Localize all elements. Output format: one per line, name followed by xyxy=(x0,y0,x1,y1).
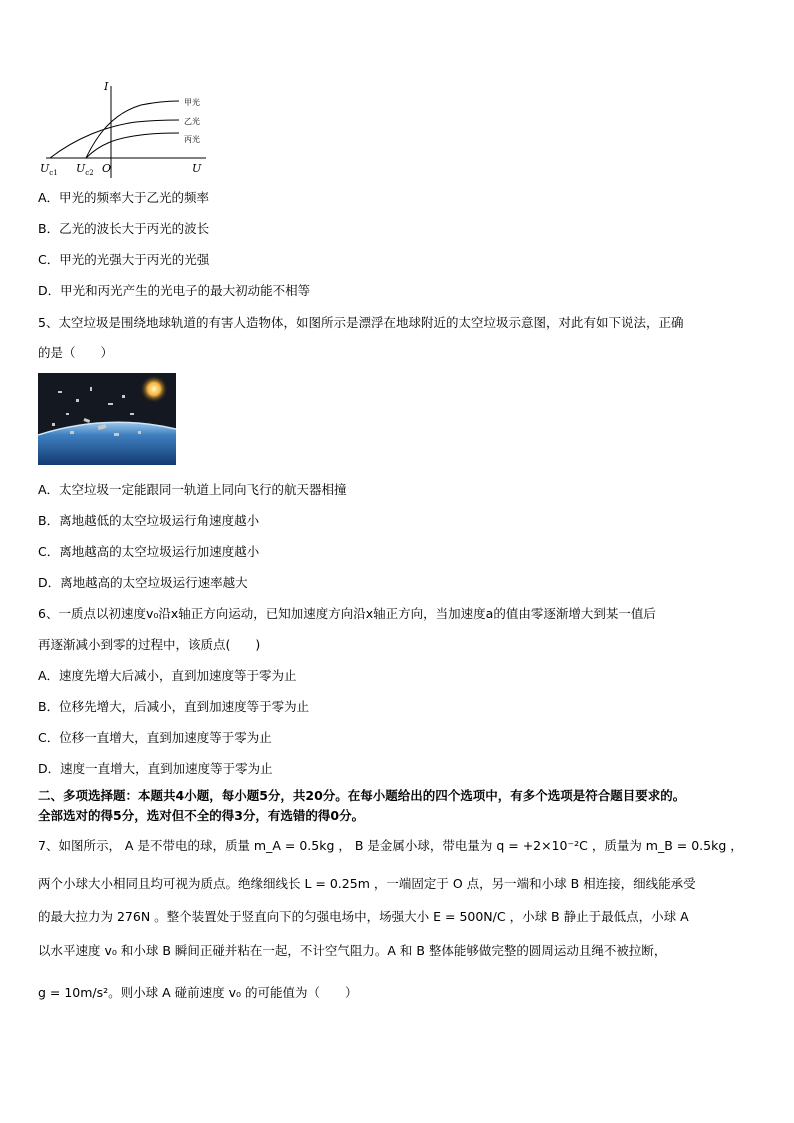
q5-stem-line1: 5、太空垃圾是围绕地球轨道的有害人造物体，如图所示是漂浮在地球附近的太空垃圾示意图，对此有如下说法，正确 xyxy=(38,315,684,330)
section2-header-line2: 全部选对的得5分，选对但不全的得3分，有选错的得0分。 xyxy=(38,808,365,823)
curve-yi xyxy=(50,120,179,158)
q5-option-b[interactable]: B．离地越低的太空垃圾运行角速度越小 xyxy=(38,513,260,528)
q6-option-c[interactable]: C．位移一直增大，直到加速度等于零为止 xyxy=(38,730,272,745)
q4-option-d[interactable]: D．甲光和丙光产生的光电子的最大初动能不相等 xyxy=(38,283,311,298)
q7-stem-line1: 7、如图所示， A 是不带电的球，质量 m_A = 0.5kg ， B 是金属小球，带电量为 q = +2×10⁻²C ，质量为 m_B = 0.5kg ， xyxy=(38,838,743,853)
q7-stem-line3: 的最大拉力为 276N 。整个装置处于竖直向下的匀强电场中，场强大小 E = 500N/C ，小球 B 静止于最低点，小球 A xyxy=(38,909,689,924)
curve-bing xyxy=(86,133,179,158)
q6-option-a[interactable]: A．速度先增大后减小，直到加速度等于零为止 xyxy=(38,668,297,683)
q5-option-c[interactable]: C．离地越高的太空垃圾运行加速度越小 xyxy=(38,544,260,559)
q6-stem-line1: 6、一质点以初速度v₀沿x轴正方向运动，已知加速度方向沿x轴正方向，当加速度a的值由零逐渐增大到某一值后 xyxy=(38,606,656,621)
x-axis-label: U xyxy=(192,162,202,175)
q5-option-a[interactable]: A．太空垃圾一定能跟同一轨道上同向飞行的航天器相撞 xyxy=(38,482,347,497)
curve-label-bing: 丙光 xyxy=(184,135,200,144)
q7-stem-line2: 两个小球大小相同且均可视为质点。绝缘细线长 L = 0.25m ，一端固定于 O 点，另一端和小球 B 相连接，细线能承受 xyxy=(38,876,696,891)
curve-jia xyxy=(86,101,179,158)
section2-header-line1: 二、多项选择题：本题共4小题，每小题5分，共20分。在每小题给出的四个选项中，有多个选项是符合题目要求的。 xyxy=(38,788,686,803)
q6-option-d[interactable]: D．速度一直增大，直到加速度等于零为止 xyxy=(38,761,273,776)
space-debris-image xyxy=(38,373,176,465)
photoelectric-iu-graph xyxy=(36,78,216,180)
curve-label-jia: 甲光 xyxy=(184,98,200,107)
q5-stem-line2: 的是（ ） xyxy=(38,345,114,360)
q4-option-c[interactable]: C．甲光的光强大于丙光的光强 xyxy=(38,252,210,267)
y-axis-label: I xyxy=(104,80,109,93)
uc1-label: $U_{c1}$ xyxy=(40,162,58,177)
q4-option-b[interactable]: B．乙光的波长大于丙光的波长 xyxy=(38,221,210,236)
q5-option-d[interactable]: D．离地越高的太空垃圾运行速率越大 xyxy=(38,575,248,590)
q7-stem-line4: 以水平速度 v₀ 和小球 B 瞬间正碰并粘在一起，不计空气阻力。A 和 B 整体能够做完整的圆周运动且绳不被拉断， xyxy=(38,943,667,958)
q6-option-b[interactable]: B．位移先增大，后减小，直到加速度等于零为止 xyxy=(38,699,310,714)
origin-label: O xyxy=(102,162,112,175)
curve-label-yi: 乙光 xyxy=(184,117,200,126)
uc2-label: $U_{c2}$ xyxy=(76,162,94,177)
q6-stem-line2: 再逐渐减小到零的过程中，该质点( ) xyxy=(38,637,261,652)
q4-option-a[interactable]: A．甲光的频率大于乙光的频率 xyxy=(38,190,210,205)
q7-stem-line5: g = 10m/s²。则小球 A 碰前速度 v₀ 的可能值为（ ） xyxy=(38,985,358,1000)
